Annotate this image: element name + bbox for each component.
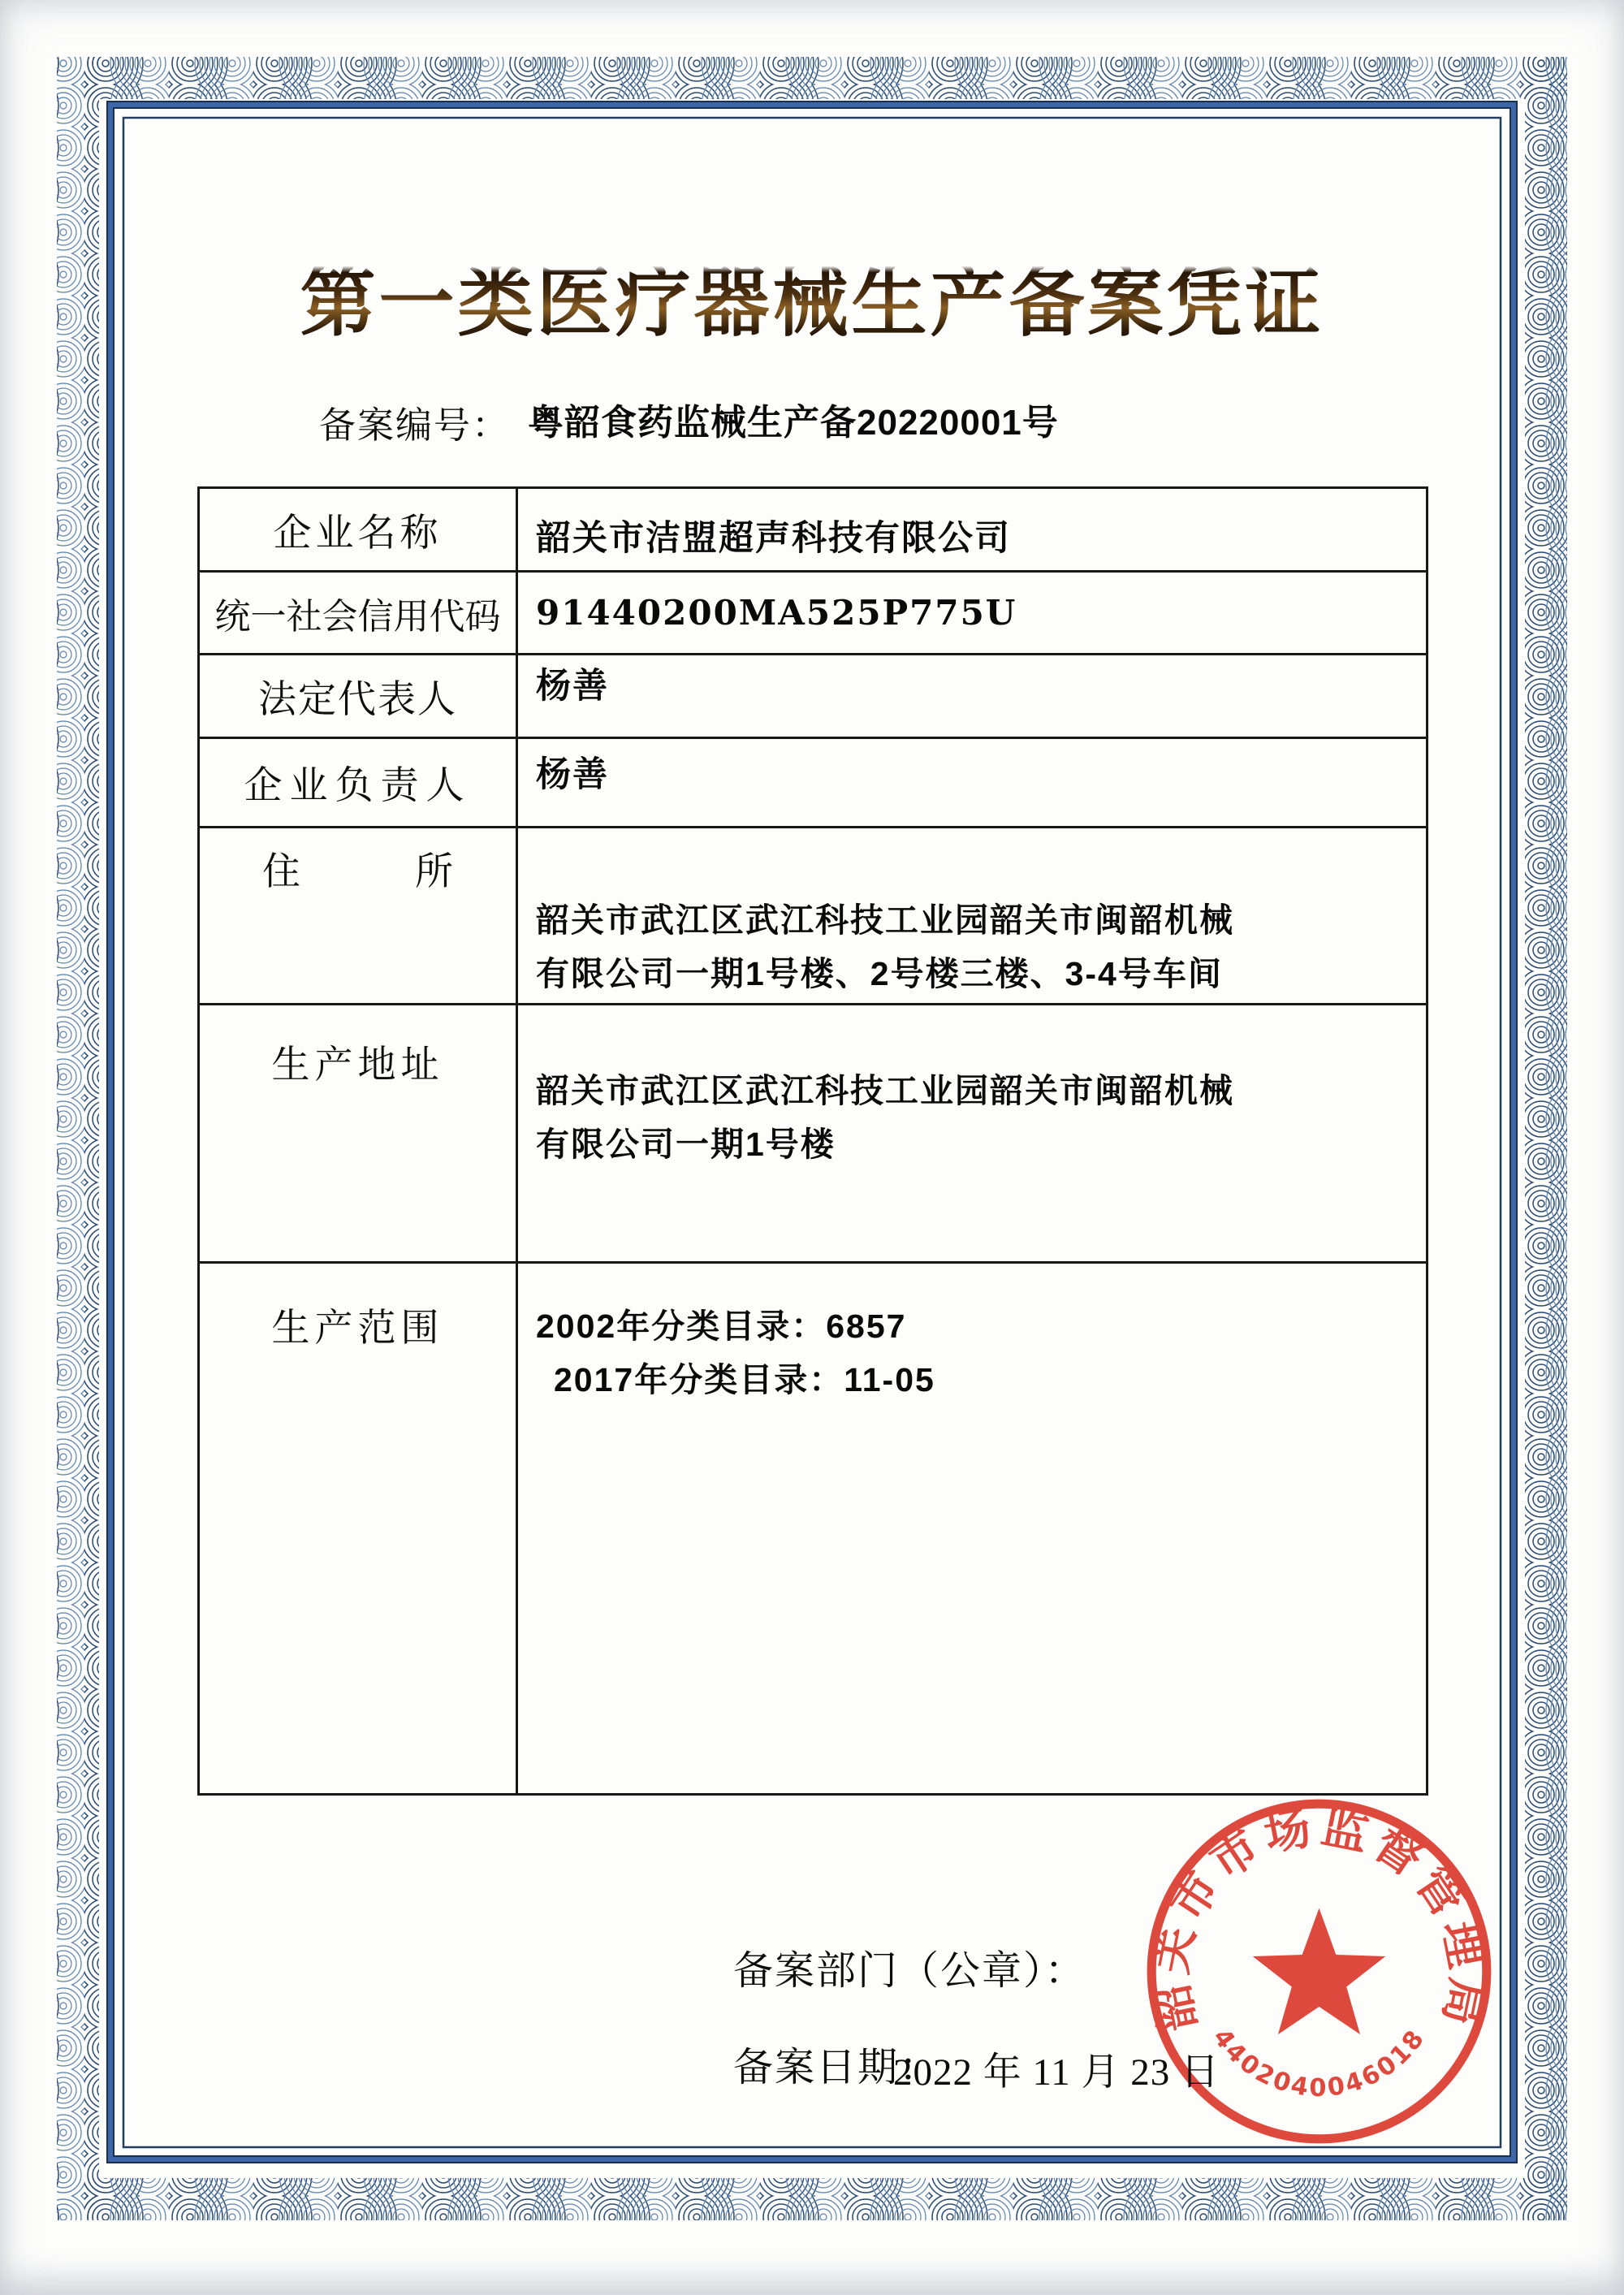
row-label-enterprise-head: 企业负责人 (200, 739, 518, 826)
row-value-legal-representative: 杨善 (536, 667, 609, 706)
svg-text:4402040046018 (1207, 2024, 1431, 2103)
production-address-line-2: 有限公司一期1号楼 (536, 1126, 836, 1163)
production-scope-line-1: 2002年分类目录：6857 (536, 1307, 907, 1345)
filing-date-label: 备案日期： (733, 2045, 941, 2090)
production-scope-line-2: 2017年分类目录：11-05 (554, 1361, 935, 1398)
info-table (197, 486, 1428, 1796)
row-label-legal-representative: 法定代表人 (200, 655, 518, 737)
row-label-production-address: 生产地址 (200, 1005, 518, 1261)
filing-date-value: 2022 年 11 月 23 日 (893, 2051, 1220, 2094)
table-row-production-address (200, 1005, 1426, 1264)
filing-number-value: 粤韶食药监械生产备20220001号 (528, 403, 1059, 443)
table-row-production-scope (200, 1264, 1426, 1793)
row-value-credit-code (518, 573, 1426, 653)
residence-line-1: 韶关市武江区武江科技工业园韶关市闽韶机械 (536, 901, 1234, 939)
credit-code-text: 91440200MA525P775U (536, 593, 1017, 633)
table-row-company-name (200, 489, 1426, 573)
company-name-text: 韶关市洁盟超声科技有限公司 (536, 519, 1011, 558)
border-band-left (57, 57, 99, 2220)
residence-line-2: 有限公司一期1号楼、2号楼三楼、3-4号车间 (536, 955, 1223, 992)
row-value-enterprise-head: 杨善 (536, 755, 609, 794)
official-seal (1138, 1791, 1500, 2152)
row-value-production-scope (518, 1264, 1426, 1793)
border-band-bottom (57, 2178, 1567, 2220)
certificate-title: 第一类医疗器械生产备案凭证 (0, 266, 1624, 342)
row-value-company-name (518, 489, 1426, 570)
table-row-residence (200, 828, 1426, 1005)
border-band-top (57, 57, 1567, 99)
table-row-legal-representative (200, 655, 1426, 739)
star-icon (1253, 1908, 1385, 2035)
row-label-company-name: 企业名称 (200, 489, 518, 570)
filing-number-line (319, 395, 1059, 448)
table-row-enterprise-head (200, 739, 1426, 828)
row-value-residence (518, 828, 1426, 1003)
row-value-production-address (518, 1005, 1426, 1261)
filing-number-label: 备案编号： (319, 405, 511, 446)
row-label-production-scope: 生产范围 (200, 1264, 518, 1793)
filing-department-label: 备案部门（公章）： (733, 1948, 1086, 1993)
row-label-credit-code: 统一社会信用代码 (200, 573, 518, 653)
production-address-line-1: 韶关市武江区武江科技工业园韶关市闽韶机械 (536, 1072, 1234, 1109)
seal-code-text: 4402040046018 (1207, 2023, 1432, 2103)
row-label-residence: 住 所 (200, 828, 518, 1003)
table-row-credit-code (200, 573, 1426, 655)
border-band-right (1525, 57, 1567, 2220)
seal-organization-text: 韶关市市场监督管理局 (1146, 1802, 1492, 2035)
